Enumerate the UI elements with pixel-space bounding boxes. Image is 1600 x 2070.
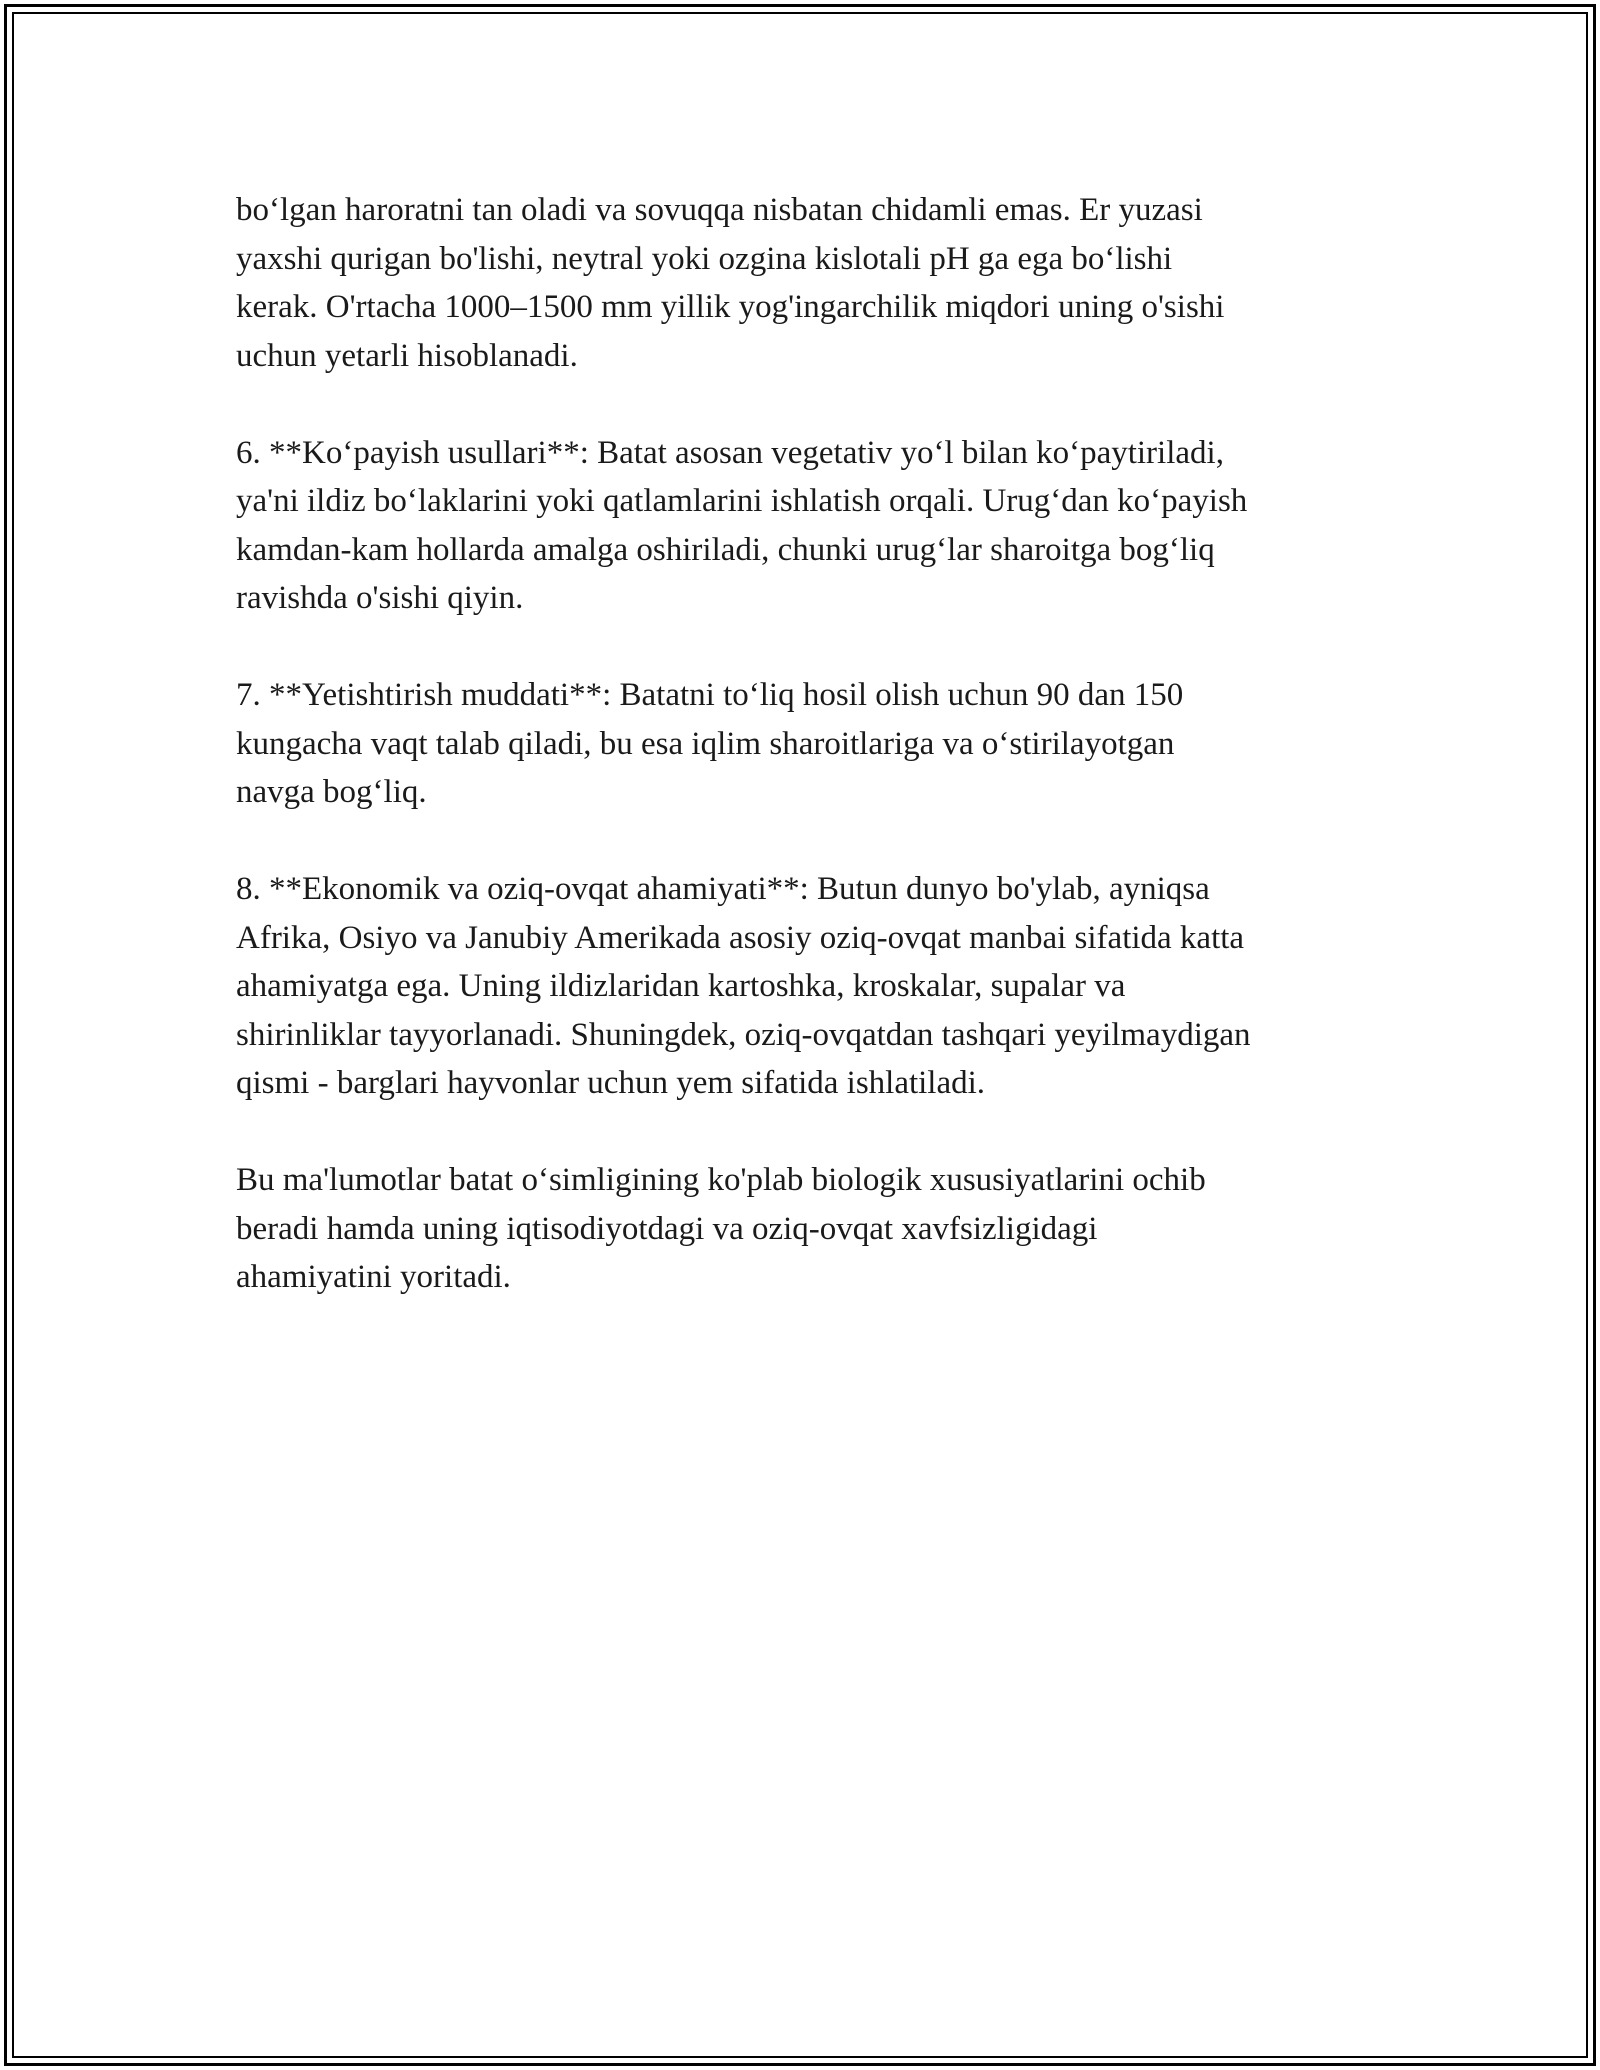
text-line: 6. **Ko‘payish usullari**: Batat asosan vegetativ yo‘l bilan ko‘paytiriladi, [236,434,1224,471]
text-line: shirinliklar tayyorlanadi. Shuningdek, oziq-ovqatdan tashqari yeyilmaydigan [236,1016,1251,1053]
paragraph-climate-requirements [236,186,1376,380]
text-line: ravishda o'sishi qiyin. [236,580,524,616]
text-line: ahamiyatini yoritadi. [236,1259,511,1295]
text-line: navga bog‘liq. [236,774,427,810]
text-line: qismi - barglari hayvonlar uchun yem sifatida ishlatiladi. [236,1065,986,1101]
text-line: 7. **Yetishtirish muddati**: Batatni to‘liq hosil olish uchun 90 dan 150 [236,677,1184,713]
document-body [236,186,1376,1350]
text-line: ya'ni ildiz bo‘laklarini yoki qatlamlarini ishlatish orqali. Urug‘dan ko‘payish [236,483,1248,519]
text-line: beradi hamda uning iqtisodiyotdagi va oziq-ovqat xavfsizligidagi [236,1210,1098,1247]
text-line: Afrika, Osiyo va Janubiy Amerikada asosiy oziq-ovqat manbai sifatida katta [236,919,1245,956]
paragraph-propagation-methods [236,429,1376,623]
text-line: ahamiyatga ega. Uning ildizlaridan kartoshka, kroskalar, supalar va [236,968,1126,1004]
text-line: 8. **Ekonomik va oziq-ovqat ahamiyati**: Butun dunyo bo'ylab, ayniqsa [236,871,1210,907]
paragraph-economic-importance [236,865,1376,1108]
paragraph-conclusion [236,1156,1376,1302]
text-line: kamdan-kam hollarda amalga oshiriladi, chunki urug‘lar sharoitga bog‘liq [236,531,1215,568]
text-line: Bu ma'lumotlar batat o‘simligining ko'plab biologik xususiyatlarini ochib [236,1162,1206,1198]
text-line: yaxshi qurigan bo'lishi, neytral yoki ozgina kislotali pH ga ega bo‘lishi [236,240,1173,277]
paragraph-growing-period [236,671,1376,817]
text-line: uchun yetarli hisoblanadi. [236,337,578,374]
text-line: bo‘lgan haroratni tan oladi va sovuqqa nisbatan chidamli emas. Er yuzasi [236,192,1203,228]
text-line: kungacha vaqt talab qiladi, bu esa iqlim sharoitlariga va o‘stirilayotgan [236,725,1175,762]
text-line: kerak. O'rtacha 1000–1500 mm yillik yog'ingarchilik miqdori uning o'sishi [236,289,1225,325]
